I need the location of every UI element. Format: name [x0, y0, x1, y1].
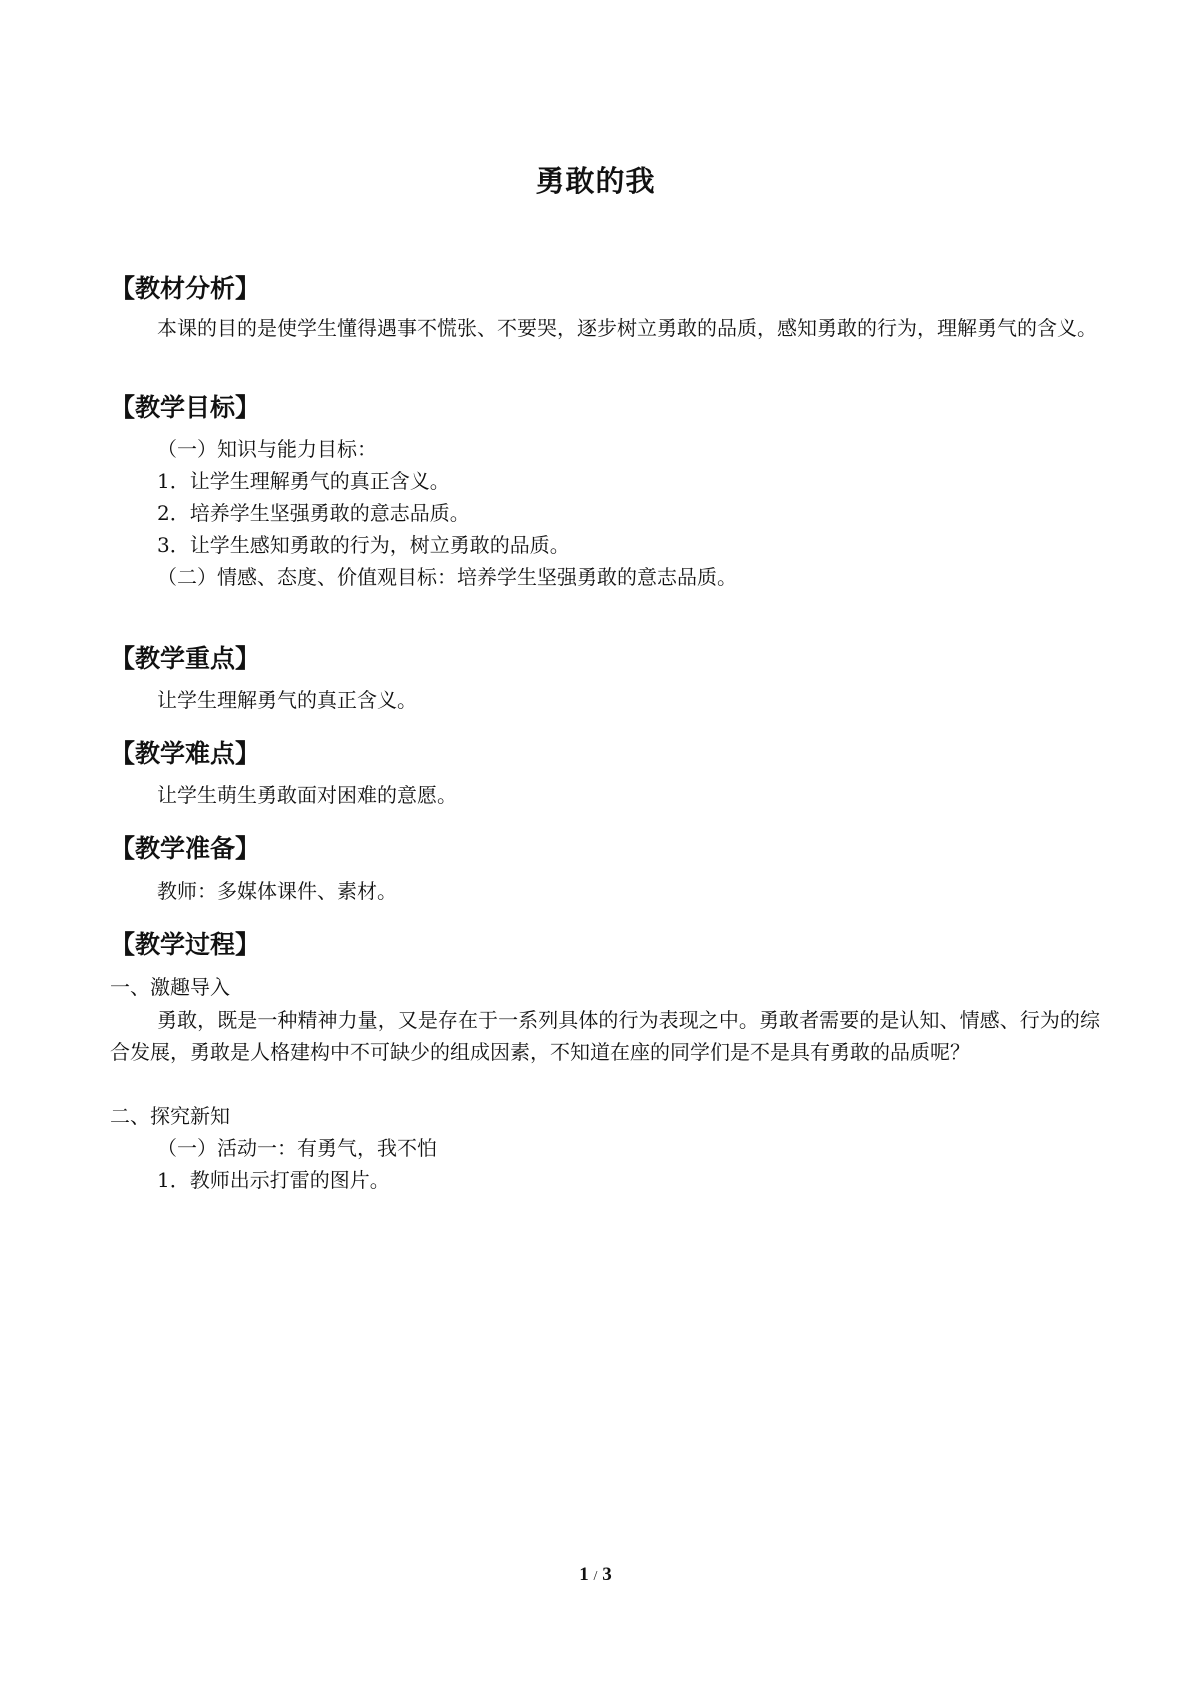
section-heading-process: 【教学过程】: [110, 930, 261, 959]
preparation-text: 教师：多媒体课件、素材。: [157, 879, 397, 903]
page-separator: /: [593, 1569, 598, 1584]
goals-line-1: （一）知识与能力目标：: [157, 437, 377, 461]
difficulty-text: 让学生萌生勇敢面对困难的意愿。: [157, 783, 457, 807]
page-total: 3: [602, 1564, 612, 1585]
page-number: [0, 1564, 1191, 1586]
process-part1-title: 一、激趣导入: [110, 975, 230, 999]
section-heading-keypoint: 【教学重点】: [110, 644, 261, 673]
section-heading-goals: 【教学目标】: [110, 393, 261, 422]
goals-line-2: 1．让学生理解勇气的真正含义。: [157, 469, 450, 493]
process-part1-paragraph: 勇敢，既是一种精神力量，又是存在于一系列具体的行为表现之中。勇敢者需要的是认知、情感、行为的综合发展，勇敢是人格建构中不可缺少的组成因素，不知道在座的同学们是不是具有勇敢的品质呢？: [110, 1008, 1100, 1064]
keypoint-text: 让学生理解勇气的真正含义。: [157, 688, 417, 712]
page-current: 1: [579, 1564, 589, 1585]
goals-line-3: 2．培养学生坚强勇敢的意志品质。: [157, 501, 470, 525]
section-heading-difficulty: 【教学难点】: [110, 739, 261, 768]
process-step1: 1．教师出示打雷的图片。: [157, 1168, 390, 1192]
goals-line-4: 3．让学生感知勇敢的行为，树立勇敢的品质。: [157, 533, 570, 557]
section-heading-preparation: 【教学准备】: [110, 834, 261, 863]
document-title: 勇敢的我: [535, 164, 656, 198]
materials-paragraph: 本课的目的是使学生懂得遇事不慌张、不要哭，逐步树立勇敢的品质，感知勇敢的行为，理解勇气的含义。: [157, 316, 1097, 340]
process-activity1: （一）活动一：有勇气，我不怕: [157, 1136, 437, 1160]
goals-line-5: （二）情感、态度、价值观目标：培养学生坚强勇敢的意志品质。: [157, 565, 737, 589]
section-heading-materials: 【教材分析】: [110, 274, 261, 303]
process-part2-title: 二、探究新知: [110, 1104, 230, 1128]
